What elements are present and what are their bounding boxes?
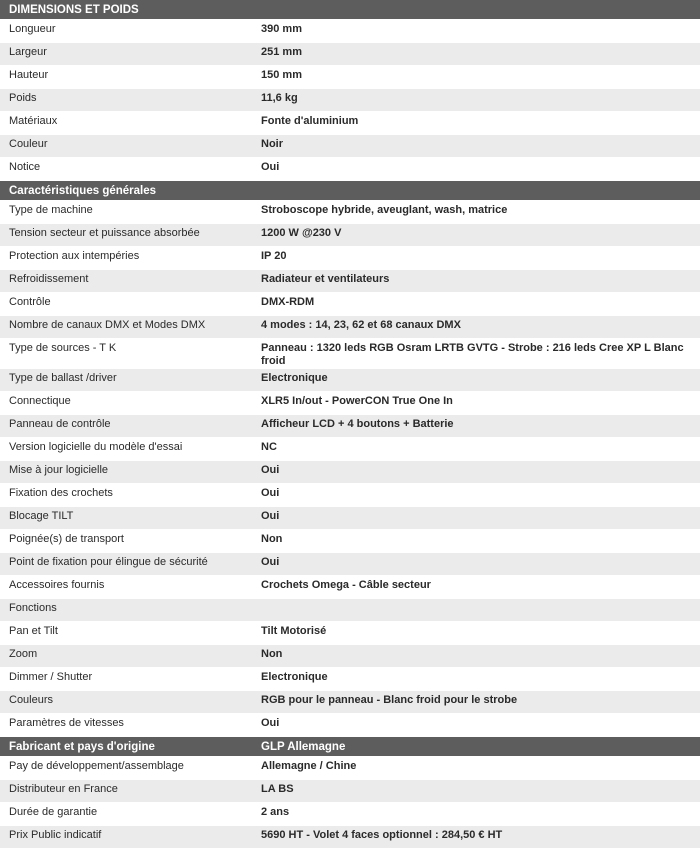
table-row: [0, 530, 700, 553]
table-row: [0, 461, 700, 484]
spec-value: XLR5 In/out - PowerCON True One In: [253, 392, 700, 415]
spec-value: Fonte d'aluminium: [253, 112, 700, 135]
section-title: Caractéristiques générales: [0, 181, 253, 201]
section-value: GLP Allemagne: [253, 737, 700, 757]
section-value: [253, 0, 700, 20]
spec-value: Oui: [253, 553, 700, 576]
section-title: Fabricant et pays d'origine: [0, 737, 253, 757]
spec-value: Stroboscope hybride, aveuglant, wash, matrice: [253, 201, 700, 224]
spec-label: Type de machine: [0, 201, 253, 224]
spec-label: Type de sources - T K: [0, 339, 253, 369]
spec-value: Non: [253, 645, 700, 668]
spec-label: Notice: [0, 158, 253, 181]
spec-label: Pan et Tilt: [0, 622, 253, 645]
table-row: [0, 201, 700, 224]
spec-label: Largeur: [0, 43, 253, 66]
table-row: [0, 316, 700, 339]
spec-label: Pay de développement/assemblage: [0, 757, 253, 780]
table-row: [0, 293, 700, 316]
spec-value: DMX-RDM: [253, 293, 700, 316]
spec-label: Couleurs: [0, 691, 253, 714]
spec-label: Longueur: [0, 20, 253, 43]
table-row: [0, 112, 700, 135]
spec-value: Oui: [253, 461, 700, 484]
table-row: [0, 339, 700, 369]
spec-label: Hauteur: [0, 66, 253, 89]
table-row: [0, 599, 700, 622]
spec-value: IP 20: [253, 247, 700, 270]
spec-value: 1200 W @230 V: [253, 224, 700, 247]
spec-label: Contrôle: [0, 293, 253, 316]
table-row: [0, 622, 700, 645]
spec-label: Fonctions: [0, 599, 253, 622]
spec-value: Oui: [253, 484, 700, 507]
spec-value: Panneau : 1320 leds RGB Osram LRTB GVTG - Strobe : 216 leds Cree XP L Blanc froid: [253, 339, 700, 369]
spec-label: Poignée(s) de transport: [0, 530, 253, 553]
spec-label: Refroidissement: [0, 270, 253, 293]
spec-label: Zoom: [0, 645, 253, 668]
spec-value: 150 mm: [253, 66, 700, 89]
table-row: [0, 714, 700, 737]
spec-label: Fixation des crochets: [0, 484, 253, 507]
table-row: [0, 576, 700, 599]
spec-label: Version logicielle du modèle d'essai: [0, 438, 253, 461]
spec-value: 2 ans: [253, 803, 700, 826]
table-row: [0, 158, 700, 181]
spec-value: 4 modes : 14, 23, 62 et 68 canaux DMX: [253, 316, 700, 339]
spec-value: 5690 HT - Volet 4 faces optionnel : 284,50 € HT: [253, 826, 700, 849]
spec-label: Nombre de canaux DMX et Modes DMX: [0, 316, 253, 339]
table-row: [0, 826, 700, 849]
table-row: [0, 369, 700, 392]
spec-label: Poids: [0, 89, 253, 112]
spec-label: Matériaux: [0, 112, 253, 135]
spec-label: Distributeur en France: [0, 780, 253, 803]
section-value: [253, 181, 700, 201]
spec-value: 390 mm: [253, 20, 700, 43]
spec-label: Couleur: [0, 135, 253, 158]
spec-label: Point de fixation pour élingue de sécurité: [0, 553, 253, 576]
table-row: [0, 43, 700, 66]
table-row: [0, 645, 700, 668]
spec-label: Type de ballast /driver: [0, 369, 253, 392]
spec-label: Mise à jour logicielle: [0, 461, 253, 484]
spec-value: Afficheur LCD + 4 boutons + Batterie: [253, 415, 700, 438]
spec-value: Oui: [253, 158, 700, 181]
spec-label: Panneau de contrôle: [0, 415, 253, 438]
spec-label: Durée de garantie: [0, 803, 253, 826]
spec-value: Radiateur et ventilateurs: [253, 270, 700, 293]
table-row: [0, 66, 700, 89]
table-row: [0, 507, 700, 530]
table-row: [0, 691, 700, 714]
table-row: [0, 553, 700, 576]
table-row: [0, 135, 700, 158]
spec-label: Connectique: [0, 392, 253, 415]
section-header: [0, 181, 700, 201]
spec-label: Protection aux intempéries: [0, 247, 253, 270]
section-header: [0, 737, 700, 757]
spec-value: Electronique: [253, 369, 700, 392]
table-row: [0, 247, 700, 270]
table-row: [0, 20, 700, 43]
spec-value: Non: [253, 530, 700, 553]
table-row: [0, 438, 700, 461]
spec-label: Tension secteur et puissance absorbée: [0, 224, 253, 247]
spec-label: Prix Public indicatif: [0, 826, 253, 849]
spec-value: Electronique: [253, 668, 700, 691]
table-row: [0, 668, 700, 691]
spec-value: Allemagne / Chine: [253, 757, 700, 780]
table-row: [0, 392, 700, 415]
spec-label: Dimmer / Shutter: [0, 668, 253, 691]
spec-label: Accessoires fournis: [0, 576, 253, 599]
spec-value: 11,6 kg: [253, 89, 700, 112]
table-row: [0, 224, 700, 247]
spec-label: Paramètres de vitesses: [0, 714, 253, 737]
spec-value: Tilt Motorisé: [253, 622, 700, 645]
table-row: [0, 780, 700, 803]
section-header: [0, 0, 700, 20]
table-row: [0, 270, 700, 293]
spec-value: Crochets Omega - Câble secteur: [253, 576, 700, 599]
spec-value: LA BS: [253, 780, 700, 803]
table-row: [0, 89, 700, 112]
table-row: [0, 757, 700, 780]
spec-value: RGB pour le panneau - Blanc froid pour le strobe: [253, 691, 700, 714]
spec-value: 251 mm: [253, 43, 700, 66]
table-row: [0, 484, 700, 507]
spec-value: Noir: [253, 135, 700, 158]
spec-value: [253, 599, 700, 622]
table-row: [0, 415, 700, 438]
spec-value: NC: [253, 438, 700, 461]
section-title: DIMENSIONS ET POIDS: [0, 0, 253, 20]
spec-value: Oui: [253, 714, 700, 737]
spec-label: Blocage TILT: [0, 507, 253, 530]
table-row: [0, 803, 700, 826]
spec-value: Oui: [253, 507, 700, 530]
